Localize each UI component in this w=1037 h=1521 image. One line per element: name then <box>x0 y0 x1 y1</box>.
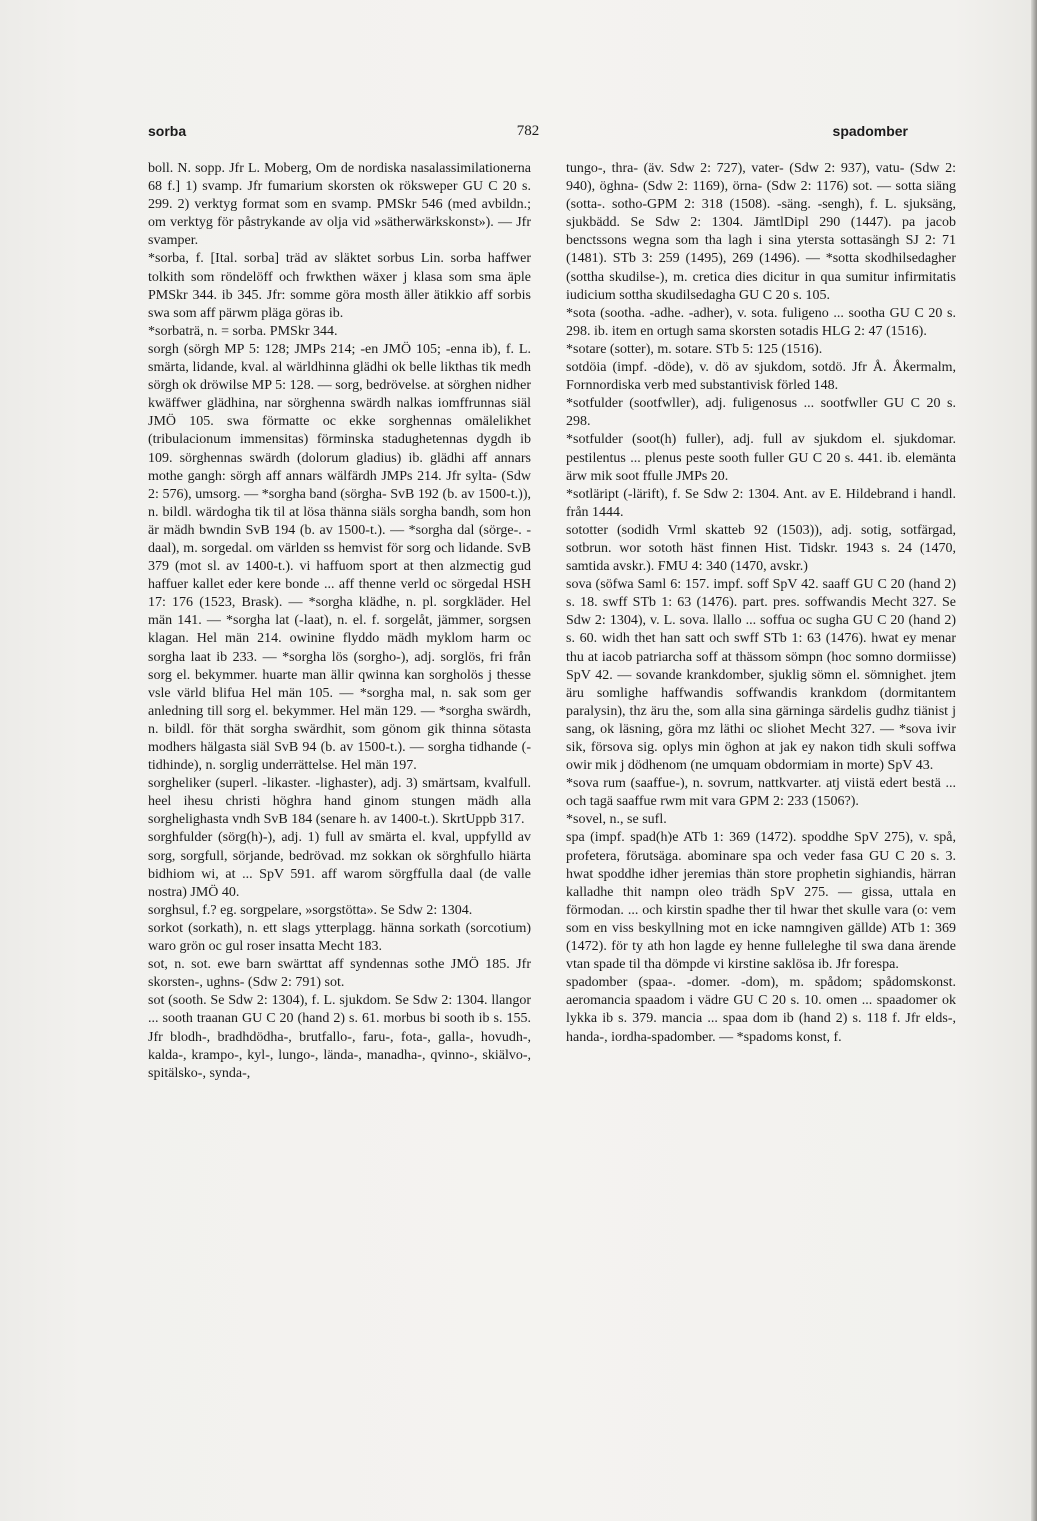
entry-sorgh: sorgh (sörgh MP 5: 128; JMPs 214; -en JMÖ 105; -enna ib), f. L. smärta, lidande, kval. al wärldhinna glädhi ok belle likthas tik medh sörgh ok dröwilse MP 5: 128. — sorg, bedrövelse. at sörghen nidher kwäffwer glädhina, nar sörghenna swärdh nalkas iomffrunnas siäl JMÖ 105. swa förmatte oc ekke sorghennas omälelikhet (tribulacionum immensitas) förminska stadughetennas dygdh ib 109. sörghennas swärdh (dolorum gladius) ib. glädhi aff annars mothe gangh: sörgh aff annars wälfärdh JMPs 214. Jfr sylta- (Sdw 2: 576), umsorg. — *sorgha band (sörgha- SvB 192 (b. av 1500-t.)), n. bildl. wärdogha tik til at lösa thänna siäls sorgha bandh, som hon är mädh bwndin SvB 194 (b. av 1500-t.). — *sorgha dal (sörge-. -daal), m. sorgedal. om världen ss hemvist för sorg och lidande. SvB 379 (mot sl. av 1400-t.). vi haffuom sport at then alzmectig gud haffuer kallet eder kere bonde ... aff thenne verld oc sörgedal HSH 17: 176 (1523, Brask). — *sorgha klädhe, n. pl. sorgkläder. Hel män 141. — *sorgha lat (-laat), n. el. f. sorgelåt, jämmer, sorgsen klagan. Hel män 214. owinine flyddo mädh myklom harm oc sorgha laat ib 233. — *sorgha lös (sorgho-), adj. sorglös, fri från sorg el. bekymmer. huarte man ällir qwinna kan sorgholös j thesse vsle värld blifua Hel män 105. — *sorgha mal, n. sak som ger anledning till sorg el. bekymmer. Hel män 129. — *sorgha swärdh, n. bildl. för thät sorgha swärdhit, som gönom gik thinna sötasta modhers hälgasta siäl SvB 94 (b. av 1500-t.). — sorgha tidhande (-tidhinde), n. sorglig underrättelse. Hel män 197. <box>148 341 531 774</box>
right-column <box>566 160 956 1047</box>
header-left-guide-word: sorba <box>148 123 187 139</box>
entry-sotfulder-2: *sotfulder (soot(h) fuller), adj. full av sjukdom el. sjukdomar. pestilentus ... plenus peste sooth fuller GU C 20 s. 441. ib. elemänta ärw mik soot ffulle JMPs 20. <box>566 432 956 484</box>
entry-sotlaript: *sotläript (-lärift), f. Se Sdw 2: 1304. Ant. av E. Hildebrand i handl. från 1444. <box>566 486 956 520</box>
entry-sot-f: sot (sooth. Se Sdw 2: 1304), f. L. sjukdom. Se Sdw 2: 1304. llangor ... sooth traanan GU C 20 (hand 2) s. 61. morbus bi sooth ib s. 155. Jfr blodh-, bradhdödha-, brutfallo-, faru-, fota-, galla-, hovudh-, kalda-, krampo-, kyl-, lungo-, lända-, manadha-, qvinno-, skiälvo-, spitälsko-, synda-, <box>148 993 531 1081</box>
entry-sorghfulder: sorghfulder (sörg(h)-), adj. 1) full av smärta el. kval, uppfylld av sorg, sorgfull, sörjande, bedrövad. mz sokkan ok sörghfullo hiärta bidhiom wi, at ... SpV 591. aff warom sörgffulla daal (de valle nostra) JMÖ 40. <box>148 830 531 900</box>
entry-sot-n: sot, n. sot. ewe barn swärttat aff syndennas sothe JMÖ 185. Jfr skorsten-, ughns- (Sdw 2: 791) sot. <box>148 957 531 991</box>
entry-sotare: *sotare (sotter), m. sotare. STb 5: 125 (1516). <box>566 341 823 357</box>
entry-sorbatra: *sorbaträ, n. = sorba. PMSkr 344. <box>148 323 338 339</box>
header-right-guide-word: spadomber <box>832 123 908 139</box>
entry-spadomber: spadomber (spaa-. -domer. -dom), m. spådom; spådomskonst. aeromancia spaadom i vädre GU C 20 s. 10. omen ... spaadomer ok lykka ib s. 379. mancia ... spaa dom ib (hand 2) s. 118 f. Jfr elds-, handa-, iordha-spadomber. — *spadoms konst, f. <box>566 975 956 1045</box>
entry-sova-rum: *sova rum (saaffue-), n. sovrum, nattkvarter. atj viistä edert bestä ... och tagä saaffue rwm mit vara GPM 2: 233 (1506?). <box>566 776 956 810</box>
entry-sotdoia: sotdöia (impf. -döde), v. dö av sjukdom, sotdö. Jfr Å. Åkermalm, Fornnordiska verb med substantivisk förled 148. <box>566 360 956 394</box>
entry-sovel: *sovel, n., se sufl. <box>566 812 667 828</box>
entry-boll: boll. N. sopp. Jfr L. Moberg, Om de nordiska nasalassimilationerna 68 f.] 1) svamp. Jfr fumarium skorsten ok röksweper GU C 20 s. 299. 2) verktyg format som en svamp. PMSkr 546 (med avbildn.; om verktyg för påstrykande av olja vid »sätherwärkskonst»). — Jfr svamper. <box>148 161 531 249</box>
entry-spa: spa (impf. spad(h)e ATb 1: 369 (1472). spoddhe SpV 275), v. spå, profetera, förutsäga. abominare spa och veder fasa GU C 20 s. 3. hwat spoddhe idher jeremias thän store prophetin sighiandis, härran kalladhe thit nampn oleo trädh SpV 275. — gissa, uttala en förmodan. ... och kirstin spadhe ther til hwar thet skulle vara (o: vem som en viss beskyllning mot en icke namngiven gällde) ATb 1: 369 (1472). för ty ath hon lagde ey henne fulleleghe til swa dana ärende vtan spade til tha dömpde vi kirstine saklösa ib. Jfr forespa. <box>566 830 956 973</box>
entry-sova: sova (söfwa Saml 6: 157. impf. soff SpV 42. saaff GU C 20 (hand 2) s. 18. swff STb 1: 63 (1476). part. pres. soffwandis Mecht 327. Se Sdw 2: 1304), v. L. sova. llallo ... soffua oc sugha GU C 20 (hand 2) s. 60. widh thet han satt och swff STb 1: 63 (1476). hwat ey menar thu at iacob patriarcha soff at thässom sömpn (hoc somno dormiisse) SpV 42. — sovande krankdomber, sjuklig sömn el. sömnighet. jtem äru somlighe haffwandis soffwandis krankdom (dormitantem paralysin), thz äru the, som alla sina gärninga särdelis gudhz tiänist j sang, ok läsning, göra mz läthi oc sliohet Mecht 327. — *sova ivir sik, försova sig. oplys min öghon at jak ey nakon tidh skuli soffwa owir mik j dödhenom (ne umquam obdormiam in morte) SpV 43. <box>566 577 956 774</box>
entry-sota: *sota (sootha. -adhe. -adher), v. sota. fuligeno ... sootha GU C 20 s. 298. ib. item en ortugh sama skorsten sotadis HLG 2: 47 (1516). <box>566 305 956 339</box>
page-edge <box>1031 0 1037 1521</box>
entry-sototter: sototter (sodidh Vrml skatteb 92 (1503)), adj. sotig, sotfärgad, sotbrun. wor sototh häst finnen Hist. Tidskr. 1943 s. 24 (1470, samtida avskr.). FMU 4: 340 (1470, avskr.) <box>566 522 956 575</box>
entry-sorba: *sorba, f. [Ital. sorba] träd av släktet sorbus Lin. sorba haffwer tolkith som röndelöff och frwkthen wäxer j klasa som sma äple PMSkr 344. ib 345. Jfr: somme göra mosth äller ätikkio aff sorbis swa som aff pärwm pläga göras ib. <box>148 251 531 321</box>
entry-sot-continued: tungo-, thra- (äv. Sdw 2: 727), vater- (Sdw 2: 937), vatu- (Sdw 2: 940), öghna- (Sdw 2: 1169), örna- (Sdw 2: 1176) sot. — sotta siäng (sotta-. sotho-GPM 2: 318 (1508). -säng. -sengh), f. L. sjuksäng, sjukbädd. Se Sdw 2: 1304. JämtlDipl 290 (1447). pa jacob benctssons wegna som tha lagh i sina ytersta sottasängh SJ 2: 71 (1481). STb 3: 259 (1495), 269 (1496). — *sotta skodhilsedagher (sottha skudilse-), m. cretica dies dicitur in qua sumitur infirmitatis iudicium sottha skudilsedagha GU C 20 s. 105. <box>566 161 956 303</box>
entry-sorgheliker: sorgheliker (superl. -likaster. -lighaster), adj. 3) smärtsam, kvalfull. heel ihesu christi höghra hand ginom stungen mädh alla sorghelighasta vndh SvB 184 (senare h. av 1400-t.). SkrtUppb 317. <box>148 776 531 828</box>
page-number: 782 <box>516 123 540 139</box>
entry-sotfulder-1: *sotfulder (sootfwller), adj. fuligenosus ... sootfwller GU C 20 s. 298. <box>566 396 956 430</box>
page-header <box>148 123 908 143</box>
left-column <box>148 160 531 1083</box>
entry-sorkot: sorkot (sorkath), n. ett slags ytterplagg. hänna sorkath (sorcotium) waro grön oc gul roser insatta Mecht 183. <box>148 920 531 955</box>
entry-sorghsul: sorghsul, f.? eg. sorgpelare, »sorgstötta». Se Sdw 2: 1304. <box>148 902 473 918</box>
